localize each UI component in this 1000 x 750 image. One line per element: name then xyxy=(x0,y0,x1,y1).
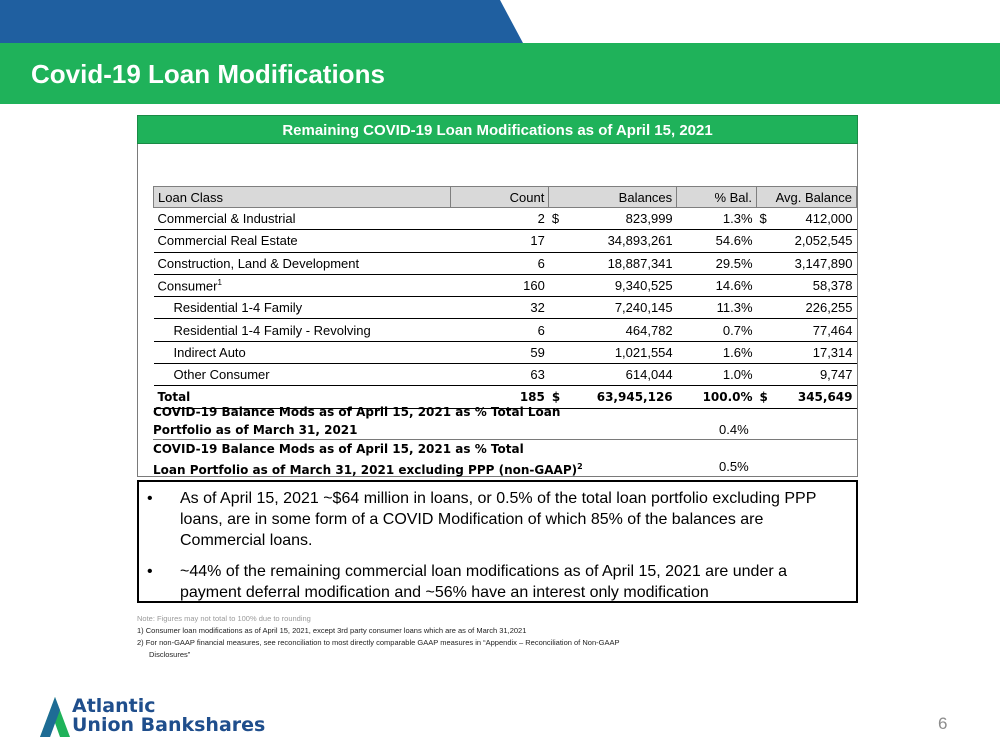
cell-avg-balance: 226,255 xyxy=(757,297,857,319)
top-banner xyxy=(0,0,1000,43)
cell-loan-class: Residential 1-4 Family - Revolving xyxy=(154,319,451,341)
cell-balance: 1,021,554 xyxy=(549,341,677,363)
table-row xyxy=(154,252,857,274)
cell-loan-class: Commercial & Industrial xyxy=(154,208,451,230)
metric-row xyxy=(153,440,857,476)
bullet-item xyxy=(139,561,856,603)
footnote-2: 2) For non-GAAP financial measures, see reconciliation to most directly comparable GAAP measures in “Appendix – Reconciliation of Non-GAAP xyxy=(137,638,620,647)
cell-loan-class: Residential 1-4 Family xyxy=(154,297,451,319)
metric-row xyxy=(153,403,857,440)
cell-count: 17 xyxy=(450,230,549,252)
col-header-avg-balance: Avg. Balance xyxy=(757,187,857,208)
cell-count: 63 xyxy=(450,364,549,386)
cell-count: 59 xyxy=(450,341,549,363)
cell-pct-bal: 0.7% xyxy=(677,319,757,341)
footnote-2-cont: Disclosures” xyxy=(149,650,191,659)
cell-balance: 614,044 xyxy=(549,364,677,386)
metric-label-line1: COVID-19 Balance Mods as of April 15, 2021 as % Total Loan xyxy=(153,405,561,419)
bullet-text: As of April 15, 2021 ~$64 million in loans, or 0.5% of the total loan portfolio excluding PPP loans, are in some form of a COVID Modification of which 85% of the balances are Commercial loans. xyxy=(180,490,817,549)
page-title: Covid-19 Loan Modifications xyxy=(31,59,385,89)
cell-pct-bal: 14.6% xyxy=(677,274,757,296)
cell-avg-balance: 9,747 xyxy=(757,364,857,386)
metric-label-line1: COVID-19 Balance Mods as of April 15, 2021 as % Total xyxy=(153,442,524,456)
logo-wordmark xyxy=(72,697,265,735)
cell-loan-class: Other Consumer xyxy=(154,364,451,386)
col-header-count: Count xyxy=(450,187,549,208)
panel-header xyxy=(137,115,858,144)
bullet-item xyxy=(139,488,856,551)
company-logo xyxy=(40,695,290,739)
logo-line2: Union Bankshares xyxy=(72,714,266,736)
cell-loan-class: Commercial Real Estate xyxy=(154,230,451,252)
table-row xyxy=(154,274,857,296)
cell-avg-balance: 3,147,890 xyxy=(757,252,857,274)
cell-loan-class: Indirect Auto xyxy=(154,341,451,363)
table-row xyxy=(154,341,857,363)
cell-loan-class: Total xyxy=(154,386,451,408)
cell-count: 185 xyxy=(450,386,549,408)
cell-pct-bal: 11.3% xyxy=(677,297,757,319)
bullet-text: ~44% of the remaining commercial loan modifications as of April 15, 2021 are under a payment deferral modification and ~56% have an interest only modification xyxy=(180,563,788,601)
bullet-marker: • xyxy=(147,563,153,580)
cell-pct-bal: 54.6% xyxy=(677,230,757,252)
cell-balance: $ 823,999 xyxy=(549,208,677,230)
cell-avg-balance: $ 412,000 xyxy=(757,208,857,230)
cell-balance: 464,782 xyxy=(549,319,677,341)
summary-box xyxy=(137,480,858,603)
table-header-row xyxy=(154,187,857,208)
table-row xyxy=(154,297,857,319)
panel-title: Remaining COVID-19 Loan Modifications as of April 15, 2021 xyxy=(282,122,713,139)
footnote-rounding: Note: Figures may not total to 100% due to rounding xyxy=(137,614,311,623)
cell-balance: 34,893,261 xyxy=(549,230,677,252)
cell-pct-bal: 1.3% xyxy=(677,208,757,230)
cell-balance: $ 63,945,126 xyxy=(549,386,677,408)
loan-table-body xyxy=(154,208,857,409)
cell-avg-balance: 17,314 xyxy=(757,341,857,363)
metric-value: 0.4% xyxy=(719,422,749,437)
cell-count: 2 xyxy=(450,208,549,230)
metric-label-line2: Loan Portfolio as of March 31, 2021 excluding PPP (non-GAAP)$^2$ xyxy=(153,462,583,477)
cell-count: 32 xyxy=(450,297,549,319)
cell-pct-bal: 100.0% xyxy=(677,386,757,408)
cell-balance: 7,240,145 xyxy=(549,297,677,319)
col-header-balances: Balances xyxy=(549,187,677,208)
cell-count: 6 xyxy=(450,319,549,341)
col-header-pct-bal: % Bal. xyxy=(677,187,757,208)
cell-avg-balance: $ 345,649 xyxy=(757,386,857,408)
page-number: 6 xyxy=(938,714,948,733)
metric-label-line2: Portfolio as of March 31, 2021 xyxy=(153,423,358,437)
cell-avg-balance: 58,378 xyxy=(757,274,857,296)
loan-table xyxy=(153,186,857,409)
cell-count: 6 xyxy=(450,252,549,274)
col-header-loan-class: Loan Class xyxy=(154,187,451,208)
top-banner-shape xyxy=(0,0,1000,43)
cell-loan-class: Construction, Land & Development xyxy=(154,252,451,274)
footnote-1: 1) Consumer loan modifications as of April 15, 2021, except 3rd party consumer loans which are as of March 31,2021 xyxy=(137,626,527,635)
cell-loan-class: Consumer$^1$ xyxy=(154,274,451,296)
table-row xyxy=(154,230,857,252)
cell-count: 160 xyxy=(450,274,549,296)
cell-pct-bal: 1.0% xyxy=(677,364,757,386)
table-row xyxy=(154,319,857,341)
cell-pct-bal: 29.5% xyxy=(677,252,757,274)
table-row xyxy=(154,208,857,230)
cell-pct-bal: 1.6% xyxy=(677,341,757,363)
table-row xyxy=(154,364,857,386)
bullet-marker: • xyxy=(147,490,153,507)
cell-balance: 18,887,341 xyxy=(549,252,677,274)
title-band xyxy=(0,43,1000,104)
logo-line1: Atlantic xyxy=(72,695,156,717)
cell-avg-balance: 77,464 xyxy=(757,319,857,341)
logo-mark-icon xyxy=(40,697,70,737)
cell-balance: 9,340,525 xyxy=(549,274,677,296)
footnotes xyxy=(137,613,737,661)
cell-avg-balance: 2,052,545 xyxy=(757,230,857,252)
metric-value: 0.5% xyxy=(719,459,749,474)
